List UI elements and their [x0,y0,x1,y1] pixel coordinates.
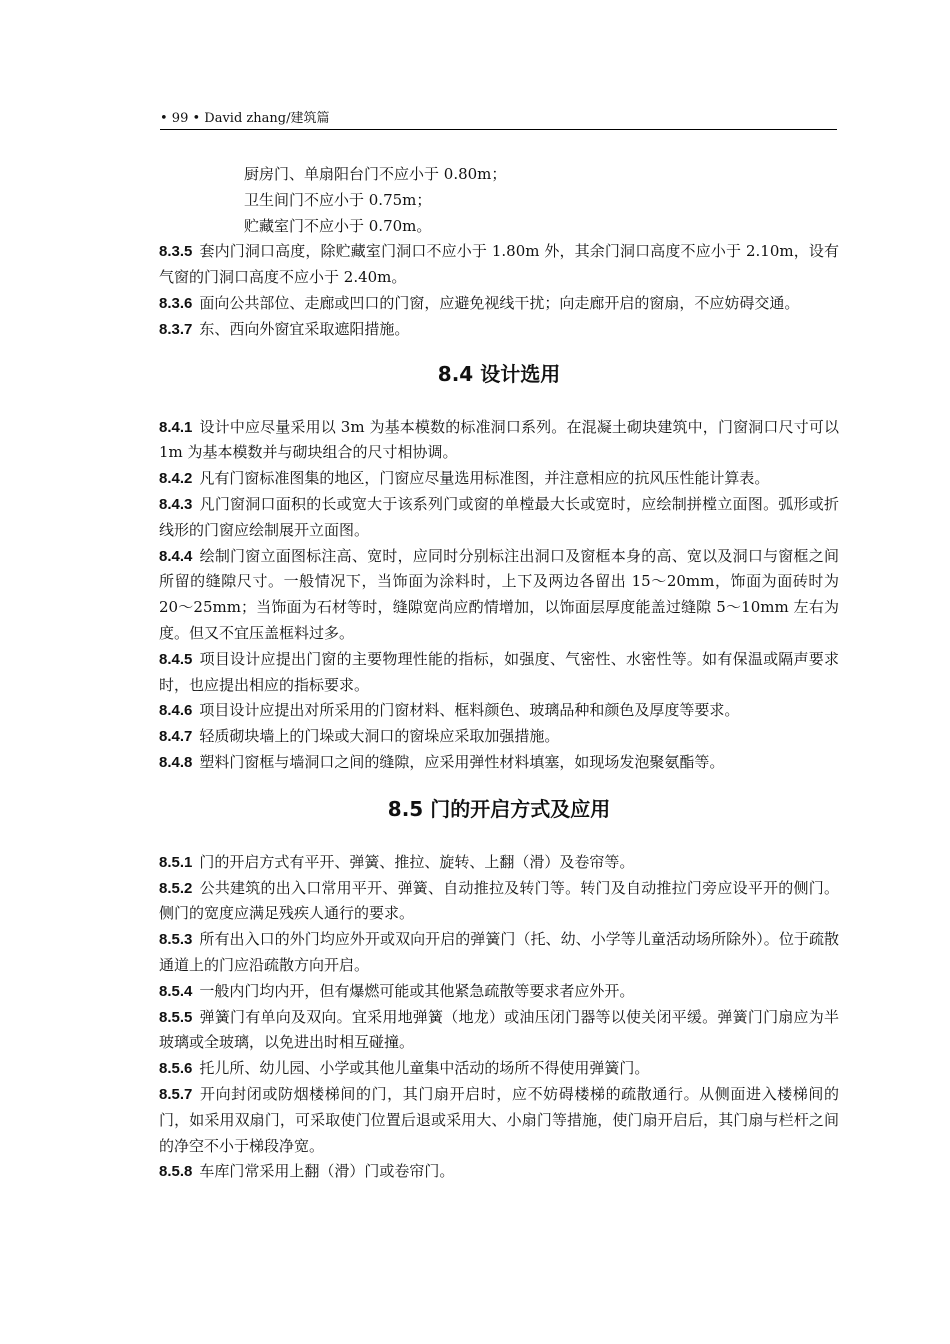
clause-8-4-7: 8.4.7 轻质砌块墙上的门垛或大洞口的窗垛应采取加强措施。 [159,727,560,746]
clause-8-4-4: 8.4.4 绘制门窗立面图标注高、宽时，应同时分别标注出洞口及窗框本身的高、宽以及洞口与窗框之间所留的缝隙尺寸。一般情况下，当饰面为涂料时，上下及两边各留出 15～20mm，饰面为面砖时为 20～25mm；当饰面为石材等时，缝隙宽尚应酌情增加，以饰面层厚度能盖过缝隙 5～10mm 左右为度。但又不宜压盖框料过多。 [159,546,839,642]
clause-8-5-8: 8.5.8 车库门常采用上翻（滑）门或卷帘门。 [159,1162,455,1181]
clause-8-3-6: 8.3.6 面向公共部位、走廊或凹口的门窗，应避免视线干扰；向走廊开启的窗扇，不应妨碍交通。 [159,293,800,312]
clause-8-5-4: 8.5.4 一般内门均内开，但有爆燃可能或其他紧急疏散等要求者应外开。 [159,981,635,1000]
page-content [159,162,839,1185]
clause-8-4-3: 8.4.3 凡门窗洞口面积的长或宽大于该系列门或窗的单樘最大长或宽时，应绘制拼樘立面图。弧形或折线形的门窗应绘制展开立面图。 [159,494,839,539]
clause-8-3-7: 8.3.7 东、西向外窗宜采取遮阳措施。 [159,319,410,338]
clause-8-5-7: 8.5.7 开向封闭或防烟楼梯间的门，其门扇开启时，应不妨碍楼梯的疏散通行。从侧面进入楼梯间的门，如采用双扇门，可采取使门位置后退或采用大、小扇门等措施，使门扇开启后，其门扇与栏杆之间的净空不小于梯段净宽。 [159,1084,839,1155]
clause-8-4-5: 8.4.5 项目设计应提出门窗的主要物理性能的指标，如强度、气密性、水密性等。如有保温或隔声要求时，也应提出相应的指标要求。 [159,649,839,694]
clause-8-5-5: 8.5.5 弹簧门有单向及双向。宜采用地弹簧（地龙）或油压闭门器等以使关闭平缓。弹簧门门扇应为半玻璃或全玻璃，以免进出时相互碰撞。 [159,1007,839,1052]
intro-line: 贮藏室门不应小于 0.70m。 [244,216,432,235]
intro-line: 卫生间门不应小于 0.75m； [244,190,432,209]
clause-8-5-1: 8.5.1 门的开启方式有平开、弹簧、推拉、旋转、上翻（滑）及卷帘等。 [159,852,635,871]
clause-8-5-3: 8.5.3 所有出入口的外门均应外开或双向开启的弹簧门（托、幼、小学等儿童活动场所除外）。位于疏散通道上的门应沿疏散方向开启。 [159,930,839,974]
clause-8-4-1: 8.4.1 设计中应尽量采用以 3m 为基本模数的标准洞口系列。在混凝土砌块建筑中，门窗洞口尺寸可以 1m 为基本模数并与砌块组合的尺寸相协调。 [159,417,839,462]
intro-line: 厨房门、单扇阳台门不应小于 0.80m； [244,165,507,183]
page-header [160,111,837,130]
clause-8-4-8: 8.4.8 塑料门窗框与墙洞口之间的缝隙，应采用弹性材料填塞，如现场发泡聚氨酯等。 [159,752,725,771]
clause-8-4-2: 8.4.2 凡有门窗标准图集的地区，门窗应尽量选用标准图，并注意相应的抗风压性能计算表。 [159,469,770,488]
clause-8-3-5: 8.3.5 套内门洞口高度，除贮藏室门洞口不应小于 1.80m 外，其余门洞口高度不应小于 2.10m，设有气窗的门洞口高度不应小于 2.40m。 [159,242,839,287]
header-text: • 99 • David zhang/建筑篇 [160,111,330,126]
clause-8-5-2: 8.5.2 公共建筑的出入口常用平开、弹簧、自动推拉及转门等。转门及自动推拉门旁应设平开的侧门。侧门的宽度应满足残疾人通行的要求。 [159,878,839,923]
section-heading-8-5: 8.5 门的开启方式及应用 [387,796,611,821]
clause-8-4-6: 8.4.6 项目设计应提出对所采用的门窗材料、框料颜色、玻璃品种和颜色及厚度等要求。 [159,701,740,720]
section-heading-8-4: 8.4 设计选用 [437,361,561,386]
clause-8-5-6: 8.5.6 托儿所、幼儿园、小学或其他儿童集中活动的场所不得使用弹簧门。 [159,1059,650,1078]
